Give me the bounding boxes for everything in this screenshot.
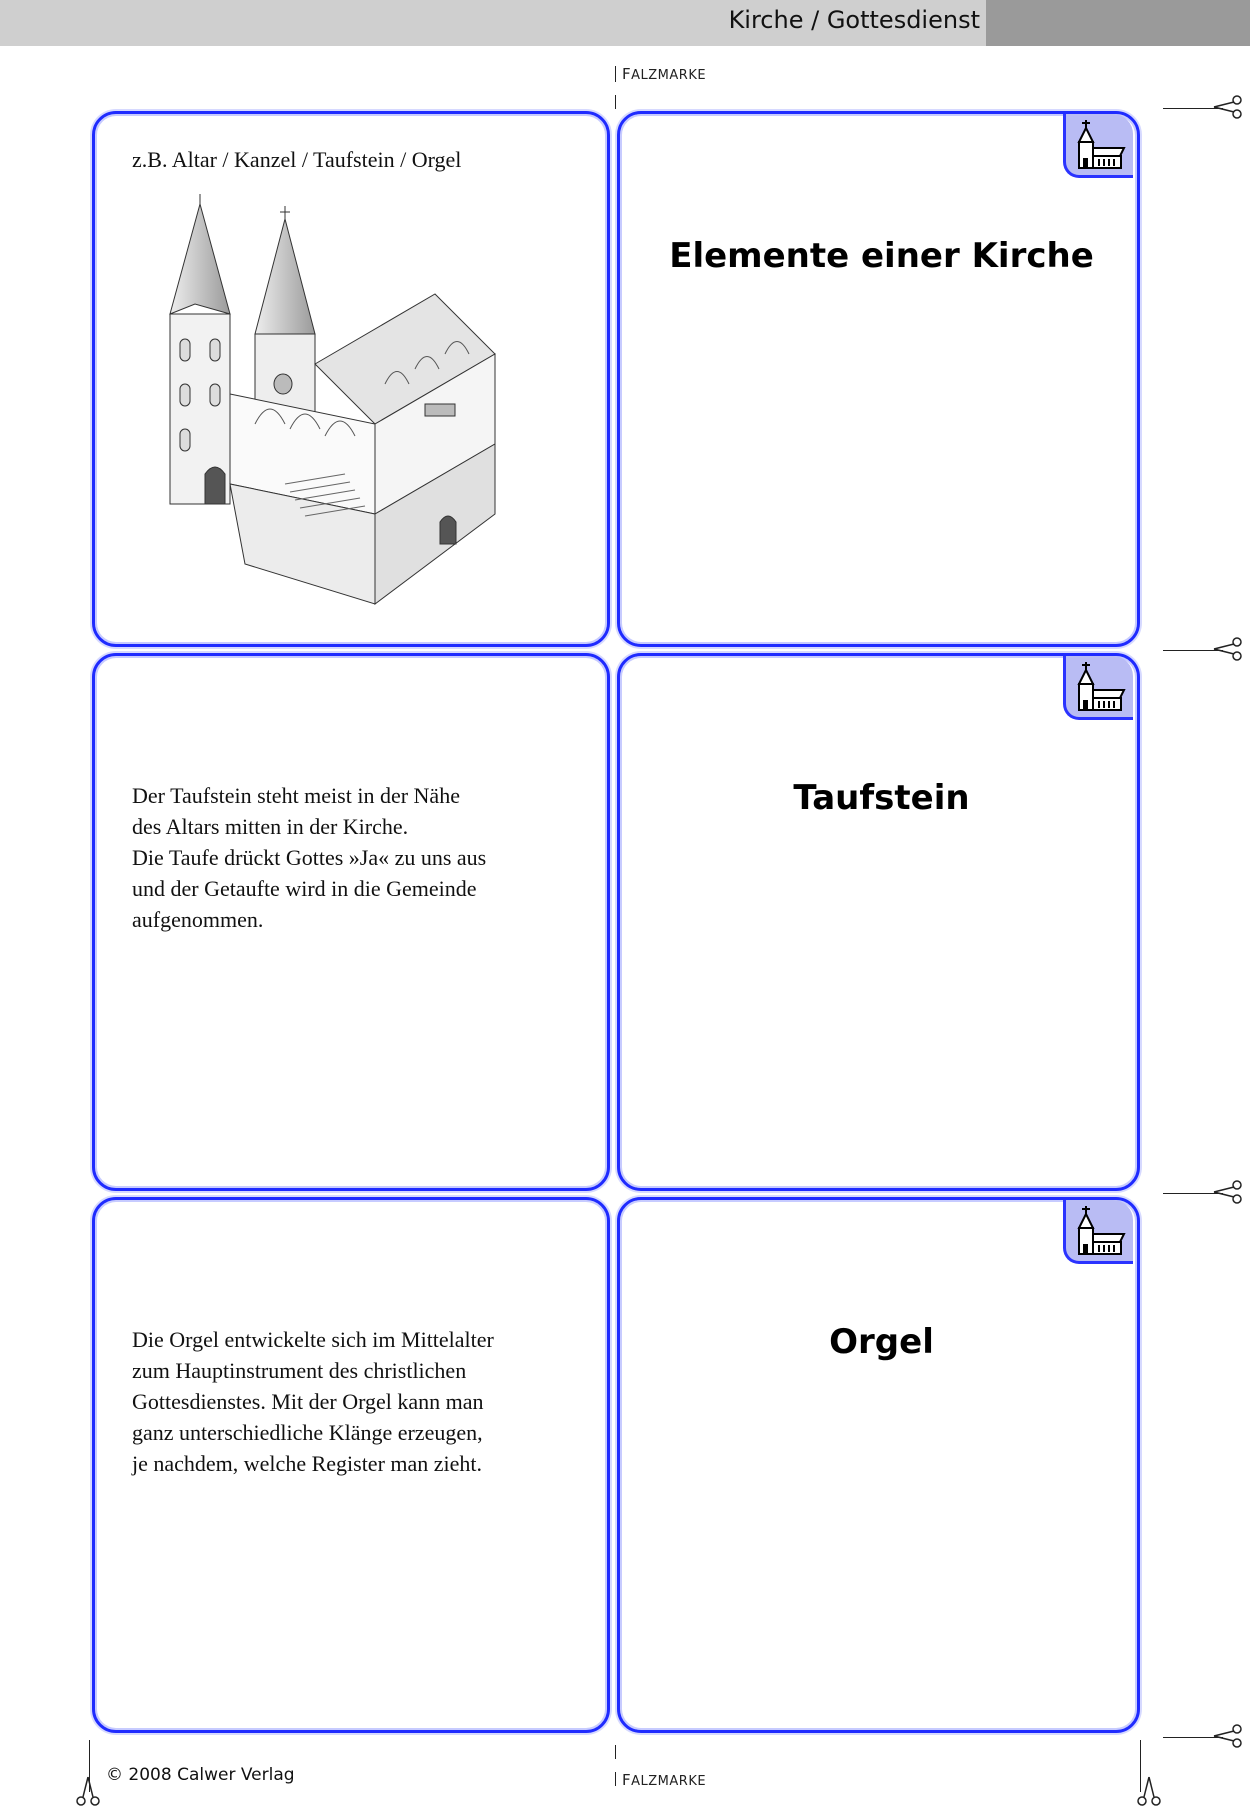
fold-tick-bottom [615, 1745, 616, 1759]
scissors-icon [1212, 1723, 1244, 1749]
card-front-taufstein [92, 653, 610, 1191]
fold-tick-top [615, 66, 616, 82]
badge-top-right [1063, 114, 1133, 178]
card-title: Orgel [829, 1322, 934, 1362]
card-back-orgel [617, 1197, 1140, 1733]
scissors-icon [1212, 1179, 1244, 1205]
page-title: Kirche / Gottesdienst [728, 6, 980, 34]
church-icon [1072, 118, 1128, 172]
card-back-elements [617, 111, 1140, 647]
scissors-icon [1136, 1775, 1162, 1807]
church-icon [1072, 660, 1128, 714]
card-text: Die Orgel entwickelte sich im Mittelalter zum Hauptinstrument des christlichen Gottesdienstes. Mit der Orgel kann man ganz unterschiedliche Klänge erzeugen, je nachdem, welche Register man zieht. [132, 1327, 494, 1476]
card-title: Taufstein [793, 778, 970, 818]
copyright: © 2008 Calwer Verlag [106, 1765, 295, 1785]
card-front-orgel [92, 1197, 610, 1733]
scissors-icon [1212, 94, 1244, 120]
church-icon [1072, 1204, 1128, 1258]
badge-bottom-right [1063, 1200, 1133, 1264]
card-text: Der Taufstein steht meist in der Nähe des Altars mitten in der Kirche. Die Taufe drückt Gottes »Ja« zu uns aus und der Getaufte wird in die Gemeinde aufgenommen. [132, 783, 487, 932]
fold-mark-bottom: FALZMARKE [622, 1771, 707, 1789]
card-title: Elemente einer Kirche [669, 236, 1094, 276]
fold-mark-top: FALZMARKE [622, 65, 707, 83]
fold-tick-top-2 [615, 95, 616, 109]
scissors-icon [1212, 636, 1244, 662]
scissors-icon [75, 1775, 101, 1807]
card-back-taufstein [617, 653, 1140, 1191]
church-cutaway-illustration [155, 184, 555, 624]
card-text: z.B. Altar / Kanzel / Taufstein / Orgel [132, 147, 462, 172]
badge-middle-right [1063, 656, 1133, 720]
fold-tick-bottom-2 [615, 1772, 616, 1786]
card-front-elements [92, 111, 610, 647]
header-bar-accent [986, 0, 1250, 46]
